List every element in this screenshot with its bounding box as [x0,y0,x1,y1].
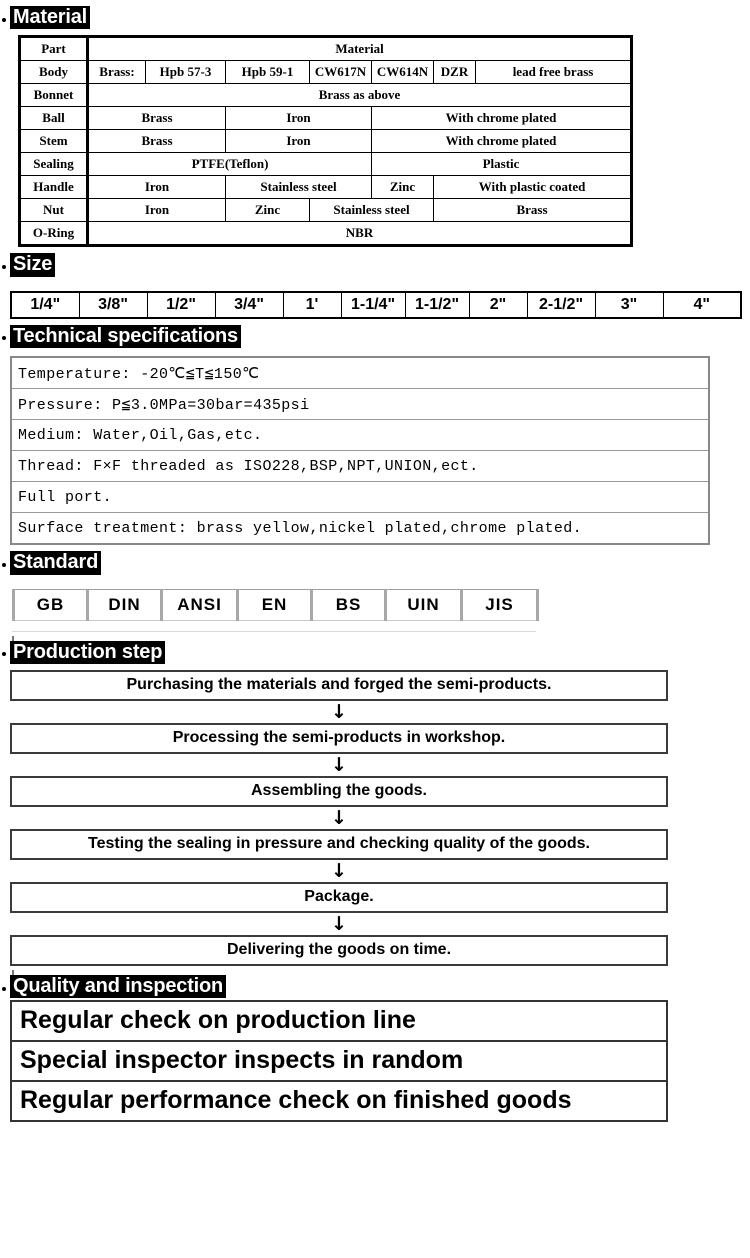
bullet-icon [2,652,6,656]
size-cell-2: 1/2" [147,292,215,318]
material-ball-cell-1: Brass [88,107,226,130]
section-title-quality: Quality and inspection [10,975,226,998]
material-part-nut: Nut [20,199,88,222]
material-handle-cell-1: Iron [88,176,226,199]
material-stem-cell-2: Iron [226,130,372,153]
material-body-cell-3: CW617N [310,61,372,84]
standard-cell-ansi: ANSI [162,589,238,620]
standard-cell-jis: JIS [462,589,538,620]
tech-row-temperature: Temperature: -20℃≦T≦150℃ [11,357,709,389]
size-cell-9: 3" [595,292,663,318]
section-header-quality [0,975,750,998]
table-row [11,1081,667,1121]
table-row-nut [20,199,632,222]
table-row-body [20,61,632,84]
tech-row-thread: Thread: F×F threaded as ISO228,BSP,NPT,UNION,ect. [11,451,709,482]
quality-row-2: Regular performance check on finished goods [11,1081,667,1121]
standard-row [14,589,538,620]
material-stem-cell-3: With chrome plated [372,130,632,153]
section-title-production: Production step [10,641,165,664]
section-header-production [0,641,750,664]
material-part-oring: O-Ring [20,222,88,246]
size-cell-10: 4" [663,292,741,318]
material-part-sealing: Sealing [20,153,88,176]
material-part-stem: Stem [20,130,88,153]
bullet-icon [2,563,6,567]
flow-step-6: Delivering the goods on time. [10,935,668,966]
material-table [18,35,633,247]
quality-row-1: Special inspector inspects in random [11,1041,667,1081]
tech-row [11,482,709,513]
flow-step-1: Purchasing the materials and forged the semi-products. [10,670,668,701]
material-body-cell-0: Brass: [88,61,146,84]
material-body-cell-4: CW614N [372,61,434,84]
material-ball-cell-2: Iron [226,107,372,130]
tech-row-surface-treatment: Surface treatment: brass yellow,nickel plated,chrome plated. [11,513,709,545]
bullet-icon [2,265,6,269]
tech-row-medium: Medium: Water,Oil,Gas,etc. [11,420,709,451]
material-header-part: Part [20,37,88,61]
section-header-technical [0,325,750,348]
standard-cell-bs: BS [312,589,386,620]
size-cell-1: 3/8" [79,292,147,318]
flow-step-2: Processing the semi-products in workshop. [10,723,668,754]
flow-arrow-icon: ↓ [331,912,347,935]
standard-table [12,589,539,621]
table-row-sealing [20,153,632,176]
standard-cell-gb: GB [14,589,88,620]
tech-row-pressure: Pressure: P≦3.0MPa=30bar=435psi [11,389,709,420]
size-cell-4: 1' [283,292,341,318]
standard-cell-din: DIN [88,589,162,620]
section-title-material: Material [10,6,90,29]
table-row-stem [20,130,632,153]
table-row-ball [20,107,632,130]
material-sealing-cell-1: PTFE(Teflon) [88,153,372,176]
standard-cell-en: EN [238,589,312,620]
material-nut-cell-2: Zinc [226,199,310,222]
standard-bottom-rule [12,621,536,632]
table-row-handle [20,176,632,199]
material-nut-cell-4: Brass [434,199,632,222]
section-header-standard [0,551,750,574]
material-part-ball: Ball [20,107,88,130]
section-title-standard: Standard [10,551,101,574]
size-cell-0: 1/4" [11,292,79,318]
material-sealing-cell-2: Plastic [372,153,632,176]
bullet-icon [2,987,6,991]
tech-row [11,389,709,420]
flow-step-3: Assembling the goods. [10,776,668,807]
section-title-technical: Technical specifications [10,325,241,348]
material-body-cell-5: DZR [434,61,476,84]
flow-arrow-icon: ↓ [331,700,347,723]
size-row [11,292,741,318]
standard-cell-uin: UIN [386,589,462,620]
size-cell-8: 2-1/2" [527,292,595,318]
section-header-material [0,6,750,29]
size-cell-7: 2" [469,292,527,318]
quality-row-0: Regular check on production line [11,1001,667,1041]
technical-specifications-table [10,356,710,545]
flow-step-4: Testing the sealing in pressure and checking quality of the goods. [10,829,668,860]
flow-arrow-icon: ↓ [331,859,347,882]
material-handle-cell-3: Zinc [372,176,434,199]
tech-row [11,420,709,451]
material-part-body: Body [20,61,88,84]
material-oring-value: NBR [88,222,632,246]
size-cell-6: 1-1/2" [405,292,469,318]
table-row-oring [20,222,632,246]
table-row [11,1001,667,1041]
flow-arrow-icon: ↓ [331,806,347,829]
material-bonnet-value: Brass as above [88,84,632,107]
tech-row [11,451,709,482]
material-header-material: Material [88,37,632,61]
material-body-cell-6: lead free brass [476,61,632,84]
material-handle-cell-2: Stainless steel [226,176,372,199]
material-ball-cell-3: With chrome plated [372,107,632,130]
table-row [11,1041,667,1081]
size-cell-3: 3/4" [215,292,283,318]
bullet-icon [2,18,6,22]
material-handle-cell-4: With plastic coated [434,176,632,199]
bullet-icon [2,336,6,340]
material-nut-cell-1: Iron [88,199,226,222]
size-table [10,291,742,319]
table-row-header [20,37,632,61]
size-cell-5: 1-1/4" [341,292,405,318]
material-part-bonnet: Bonnet [20,84,88,107]
material-body-cell-1: Hpb 57-3 [146,61,226,84]
tech-row-full-port: Full port. [11,482,709,513]
tech-row [11,513,709,545]
material-nut-cell-3: Stainless steel [310,199,434,222]
section-title-size: Size [10,253,55,276]
tech-row [11,357,709,389]
section-header-size [0,253,750,276]
material-stem-cell-1: Brass [88,130,226,153]
quality-inspection-table [10,1000,668,1122]
material-part-handle: Handle [20,176,88,199]
table-row-bonnet [20,84,632,107]
flow-arrow-icon: ↓ [331,753,347,776]
production-flowchart [0,670,750,966]
flow-step-5: Package. [10,882,668,913]
material-body-cell-2: Hpb 59-1 [226,61,310,84]
